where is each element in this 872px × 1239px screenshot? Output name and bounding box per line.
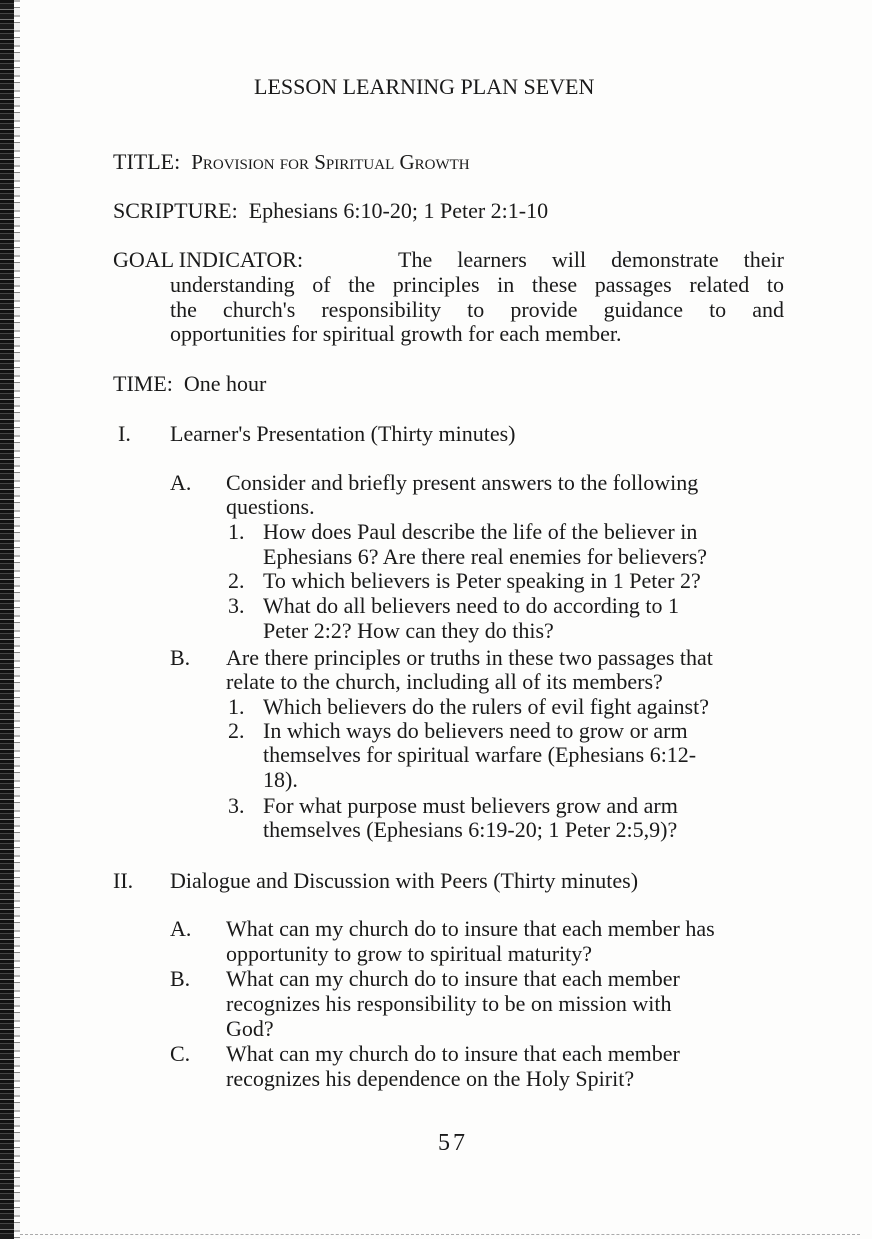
subitem-text: To which believers is Peter speaking in 1 Peter 2? xyxy=(263,568,701,593)
item-text: What can my church do to insure that each member xyxy=(226,1041,680,1066)
scan-edge xyxy=(0,0,14,1239)
goal-text: The learners will demonstrate their xyxy=(398,247,784,272)
scan-edge-noise xyxy=(14,0,20,1239)
item-text: Are there principles or truths in these two passages that xyxy=(226,645,713,670)
scripture-label: SCRIPTURE: xyxy=(113,198,238,223)
item-text: opportunity to grow to spiritual maturity? xyxy=(226,941,593,966)
goal-text: understanding of the principles in these passages related to xyxy=(170,272,784,297)
time-value: One hour xyxy=(183,371,267,396)
title-line xyxy=(113,149,470,175)
item-text: recognizes his responsibility to be on mission with xyxy=(226,991,672,1016)
item-text: What can my church do to insure that each member xyxy=(226,966,680,991)
title-value: Provision for Spiritual Growth xyxy=(191,150,470,174)
item-letter: A. xyxy=(170,916,192,941)
item-letter: A. xyxy=(170,470,192,495)
section-number: II. xyxy=(113,868,134,893)
goal-first-line xyxy=(113,247,784,273)
page-heading: LESSON LEARNING PLAN SEVEN xyxy=(254,74,595,99)
scripture-value: Ephesians 6:10-20; 1 Peter 2:1-10 xyxy=(248,198,549,223)
item-text: relate to the church, including all of its members? xyxy=(226,669,663,694)
subitem-number: 2. xyxy=(228,718,245,743)
goal-label: GOAL INDICATOR: xyxy=(113,247,304,272)
section-heading: Learner's Presentation (Thirty minutes) xyxy=(170,421,516,446)
item-text: What can my church do to insure that each member has xyxy=(226,916,715,941)
time-line xyxy=(113,371,266,397)
item-text: questions. xyxy=(226,494,315,519)
subitem-number: 3. xyxy=(228,793,245,818)
subitem-text: Ephesians 6? Are there real enemies for believers? xyxy=(263,544,708,569)
subitem-text: For what purpose must believers grow and arm xyxy=(263,793,678,818)
item-letter: B. xyxy=(170,966,191,991)
time-label: TIME: xyxy=(113,371,173,396)
section-heading: Dialogue and Discussion with Peers (Thirty minutes) xyxy=(170,868,639,893)
subitem-text: 18). xyxy=(263,767,298,792)
goal-text: opportunities for spiritual growth for each member. xyxy=(170,321,622,346)
item-letter: B. xyxy=(170,645,191,670)
subitem-number: 3. xyxy=(228,593,245,618)
subitem-text: Peter 2:2? How can they do this? xyxy=(263,618,554,643)
goal-text: the church's responsibility to provide guidance to and xyxy=(170,297,784,322)
item-text: God? xyxy=(226,1016,274,1041)
subitem-text: How does Paul describe the life of the believer in xyxy=(263,519,698,544)
subitem-number: 2. xyxy=(228,568,245,593)
title-label: TITLE: xyxy=(113,149,181,174)
subitem-text: In which ways do believers need to grow or arm xyxy=(263,718,688,743)
subitem-number: 1. xyxy=(228,519,245,544)
subitem-text: Which believers do the rulers of evil fight against? xyxy=(263,694,709,719)
subitem-number: 1. xyxy=(228,694,245,719)
page-number: 57 xyxy=(438,1130,468,1156)
section-number: I. xyxy=(118,421,131,446)
subitem-text: themselves for spiritual warfare (Ephesians 6:12- xyxy=(263,742,697,767)
scripture-line xyxy=(113,198,548,224)
item-text: recognizes his dependence on the Holy Spirit? xyxy=(226,1066,635,1091)
item-text: Consider and briefly present answers to the following xyxy=(226,470,699,495)
subitem-text: What do all believers need to do according to 1 xyxy=(263,593,680,618)
subitem-text: themselves (Ephesians 6:19-20; 1 Peter 2:5,9)? xyxy=(263,817,678,842)
scan-bottom-edge xyxy=(20,1234,860,1235)
item-letter: C. xyxy=(170,1041,191,1066)
